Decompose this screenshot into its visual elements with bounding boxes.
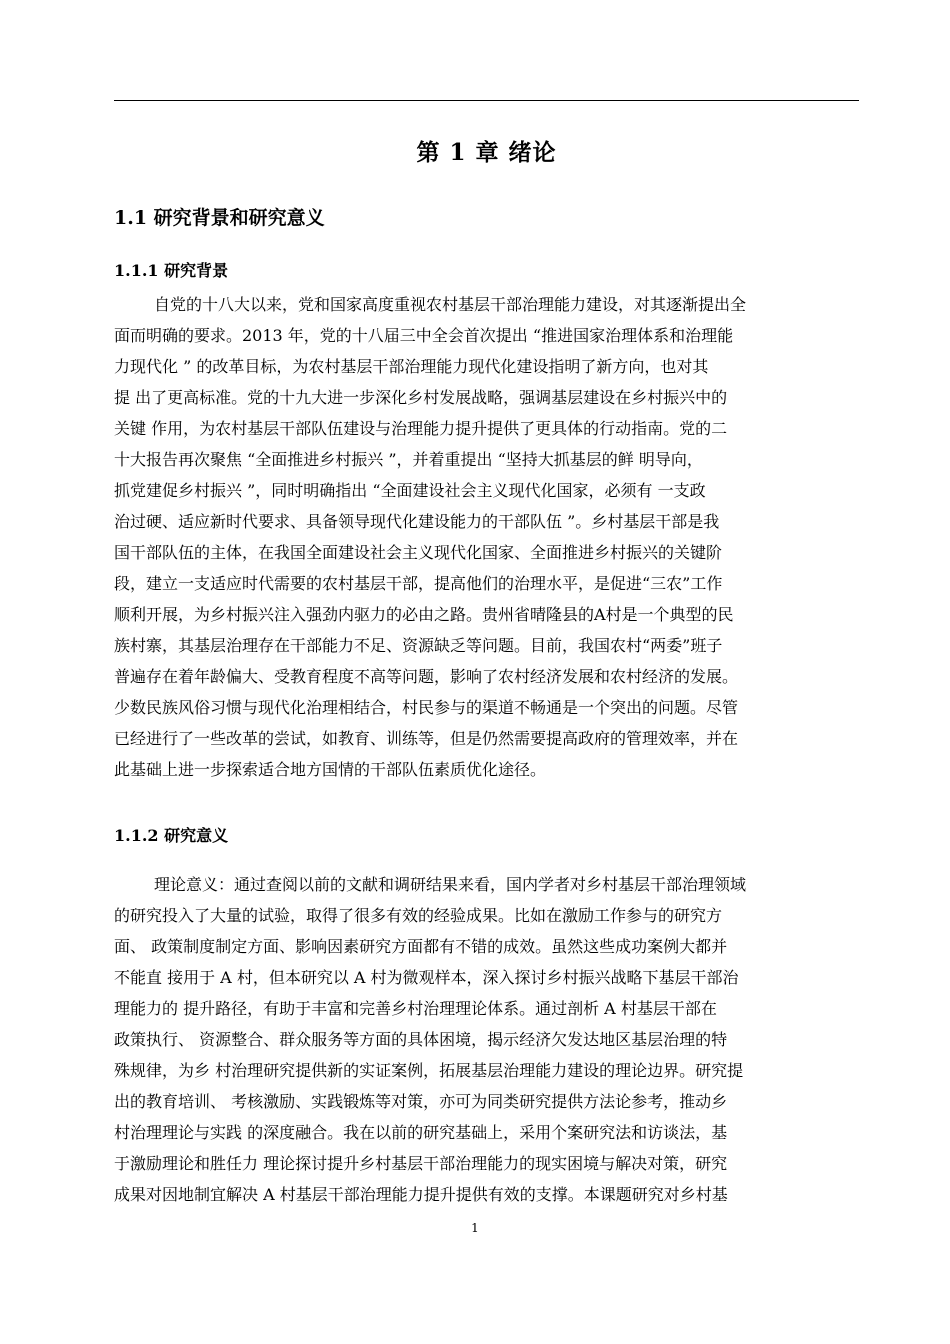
page-number: 1 — [471, 1221, 479, 1235]
paragraph-line: 十大报告再次聚焦 “全面推进乡村振兴 ”，并着重提出 “坚持大抓基层的鲜 明导向， — [114, 450, 703, 469]
subsection-title-significance: 1.1.2 研究意义 — [114, 826, 229, 845]
paragraph-line: 国干部队伍的主体，在我国全面建设社会主义现代化国家、全面推进乡村振兴的关键阶 — [114, 543, 723, 562]
paragraph-line: 已经进行了一些改革的尝试，如教育、训练等，但是仍然需要提高政府的管理效率，并在 — [114, 729, 739, 748]
paragraph-line: 成果对因地制宜解决 A 村基层干部治理能力提升提供有效的支撑。本课题研究对乡村基 — [114, 1185, 728, 1204]
paragraph-line: 族村寨，其基层治理存在干部能力不足、资源缺乏等问题。目前，我国农村“两委”班子 — [114, 636, 723, 655]
section-title: 1.1 研究背景和研究意义 — [114, 207, 325, 229]
chapter-title: 第 1 章 绪论 — [416, 139, 557, 166]
paragraph-line: 村治理理论与实践 的深度融合。我在以前的研究基础上，采用个案研究法和访谈法，基 — [114, 1123, 728, 1142]
paragraph-line: 殊规律，为乡 村治理研究提供新的实证案例，拓展基层治理能力建设的理论边界。研究提 — [114, 1061, 744, 1080]
paragraph-line: 普遍存在着年龄偏大、受教育程度不高等问题，影响了农村经济发展和农村经济的发展。 — [114, 667, 739, 686]
paragraph-line: 段，建立一支适应时代需要的农村基层干部，提高他们的治理水平，是促进“三农”工作 — [114, 574, 723, 593]
significance-paragraph — [114, 869, 859, 1210]
paragraph-line: 不能直 接用于 A 村，但本研究以 A 村为微观样本，深入探讨乡村振兴战略下基层干部治 — [114, 968, 739, 987]
background-paragraph — [114, 289, 859, 785]
paragraph-line: 于激励理论和胜任力 理论探讨提升乡村基层干部治理能力的现实困境与解决对策，研究 — [114, 1154, 728, 1173]
paragraph-line: 顺利开展，为乡村振兴注入强劲内驱力的必由之路。贵州省晴隆县的A村是一个典型的民 — [114, 605, 734, 624]
paragraph-line: 面而明确的要求。2013 年，党的十八届三中全会首次提出 “推进国家治理体系和治理能 — [114, 326, 734, 345]
subsection-title-background: 1.1.1 研究背景 — [114, 261, 229, 280]
paragraph-line: 出的教育培训、 考核激励、实践锻炼等对策，亦可为同类研究提供方法论参考，推动乡 — [114, 1092, 728, 1111]
paragraph-line: 政策执行、 资源整合、群众服务等方面的具体困境，揭示经济欠发达地区基层治理的特 — [114, 1030, 728, 1049]
paragraph-line: 此基础上进一步探索适合地方国情的干部队伍素质优化途径。 — [114, 760, 547, 779]
paragraph-line: 理论意义：通过查阅以前的文献和调研结果来看，国内学者对乡村基层干部治理领域 — [154, 875, 747, 894]
paragraph-line: 少数民族风俗习惯与现代化治理相结合，村民参与的渠道不畅通是一个突出的问题。尽管 — [114, 698, 739, 717]
paragraph-line: 抓党建促乡村振兴 ”，同时明确指出 “全面建设社会主义现代化国家，必须有 一支政 — [114, 481, 706, 500]
paragraph-line: 提 出了更高标准。党的十九大进一步深化乡村发展战略，强调基层建设在乡村振兴中的 — [114, 388, 728, 407]
paragraph-line: 的研究投入了大量的试验，取得了很多有效的经验成果。比如在激励工作参与的研究方 — [114, 906, 723, 925]
paragraph-line: 力现代化 ” 的改革目标，为农村基层干部治理能力现代化建设指明了新方向，也对其 — [114, 357, 709, 376]
paragraph-line: 理能力的 提升路径，有助于丰富和完善乡村治理理论体系。通过剖析 A 村基层干部在 — [114, 999, 717, 1018]
paragraph-line: 关键 作用，为农村基层干部队伍建设与治理能力提升提供了更具体的行动指南。党的二 — [114, 419, 728, 438]
header-rule — [114, 100, 859, 101]
paragraph-line: 治过硬、适应新时代要求、具备领导现代化建设能力的干部队伍 ”。乡村基层干部是我 — [114, 512, 720, 531]
paragraph-line: 面、 政策制度制定方面、影响因素研究方面都有不错的成效。虽然这些成功案例大都并 — [114, 937, 728, 956]
paragraph-line: 自党的十八大以来，党和国家高度重视农村基层干部治理能力建设，对其逐渐提出全 — [154, 295, 747, 314]
